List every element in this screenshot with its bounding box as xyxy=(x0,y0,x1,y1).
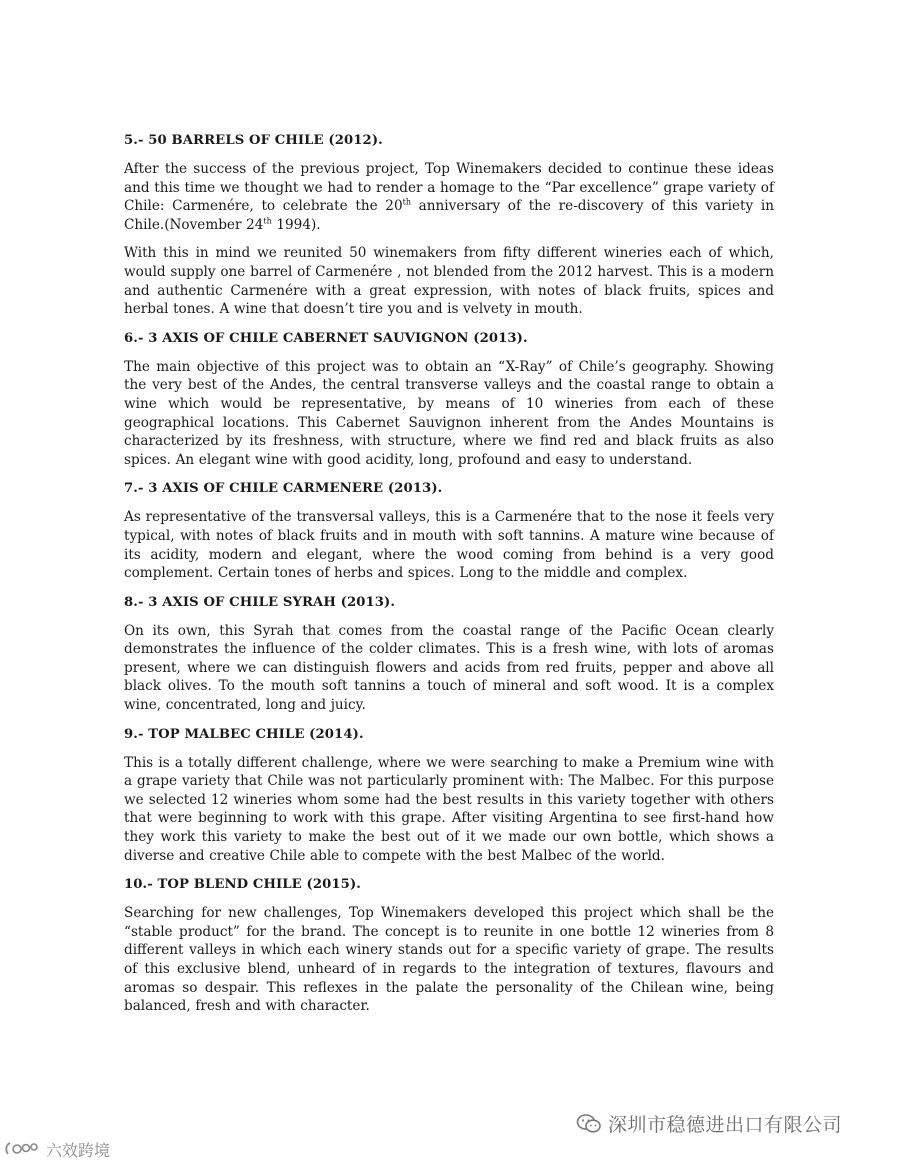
section-7 xyxy=(124,479,774,582)
section-title: 6.- 3 AXIS OF CHILE CABERNET SAUVIGNON (2013). xyxy=(124,330,528,346)
section-paragraph: This is a totally different challenge, where we were searching to make a Premium wine with a grape variety that Chile was not particularly prominent with: The Malbec. For this purpose we selected 12 wineries whom some had the best results in this variety together with others that were beginning to work with this grape. After visiting Argentina to see first-hand how they work this variety to make the best out of it we made our own bottle, which shows a diverse and creative Chile able to compete with the best Malbec of the world. xyxy=(124,754,774,864)
section-paragraph: Searching for new challenges, Top Winemakers developed this project which shall be the “stable product” for the brand. The concept is to reunite in one bottle 12 wineries from 8 different valleys in which each winery stands out for a specific variety of grape. The results of this exclusive blend, unheard of in regards to the integration of textures, flavours and aromas so despair. This reflexes in the palate the personality of the Chilean wine, being balanced, fresh and with character. xyxy=(124,905,774,1015)
brand-logo-icon xyxy=(4,1140,42,1160)
section-title: 5.- 50 BARRELS OF CHILE (2012). xyxy=(124,133,383,148)
company-watermark xyxy=(576,1110,842,1137)
section-5 xyxy=(124,131,774,319)
company-name: 深圳市稳德进出口有限公司 xyxy=(608,1114,843,1136)
section-paragraph: After the success of the previous project, Top Winemakers decided to continue these ideas and this time we thought we had to render a homage to the “Par excellence” grape variety of Chile: Carmenére, to celebrate the 20th anniversary of the re-discovery of this variety in Chile.(November 24th 1994). xyxy=(124,161,774,233)
brand-watermark xyxy=(4,1138,110,1161)
section-8 xyxy=(124,593,774,715)
brand-name: 六效跨境 xyxy=(46,1141,111,1160)
section-9 xyxy=(124,725,774,866)
section-title: 8.- 3 AXIS OF CHILE SYRAH (2013). xyxy=(124,594,396,610)
section-paragraph: The main objective of this project was to obtain an “X-Ray” of Chile’s geography. Showing the very best of the Andes, the central transverse valleys and the coastal range to obtain a wine which would be representative, by means of 10 wineries from each of these geographical locations. This Cabernet Sauvignon inherent from the Andes Mountains is characterized by its freshness, with structure, where we find red and black fruits as also spices. An elegant wine with good acidity, long, profound and easy to understand. xyxy=(124,358,774,468)
document-page xyxy=(124,131,774,1026)
section-title: 9.- TOP MALBEC CHILE (2014). xyxy=(124,726,364,742)
section-6 xyxy=(124,329,774,470)
wechat-icon xyxy=(576,1113,602,1135)
section-title: 10.- TOP BLEND CHILE (2015). xyxy=(124,877,361,893)
section-paragraph: On its own, this Syrah that comes from the coastal range of the Pacific Ocean clearly demonstrates the influence of the colder climates. This is a fresh wine, with lots of aromas present, where we can distinguish flowers and acids from red fruits, pepper and above all black olives. To the mouth soft tannins a touch of mineral and soft wood. It is a complex wine, concentrated, long and juicy. xyxy=(124,622,774,714)
section-paragraph: As representative of the transversal valleys, this is a Carmenére that to the nose it feels very typical, with notes of black fruits and in mouth with soft tannins. A mature wine because of its acidity, modern and elegant, where the wood coming from behind is a very good complement. Certain tones of herbs and spices. Long to the middle and complex. xyxy=(124,509,774,582)
section-paragraph: With this in mind we reunited 50 winemakers from fifty different wineries each of which, would supply one barrel of Carmenére , not blended from the 2012 harvest. This is a modern and authentic Carmenére with a great expression, with notes of black fruits, spices and herbal tones. A wine that doesn’t tire you and is velvety in mouth. xyxy=(124,245,774,318)
section-title: 7.- 3 AXIS OF CHILE CARMENERE (2013). xyxy=(124,481,443,497)
section-10 xyxy=(124,875,774,1016)
